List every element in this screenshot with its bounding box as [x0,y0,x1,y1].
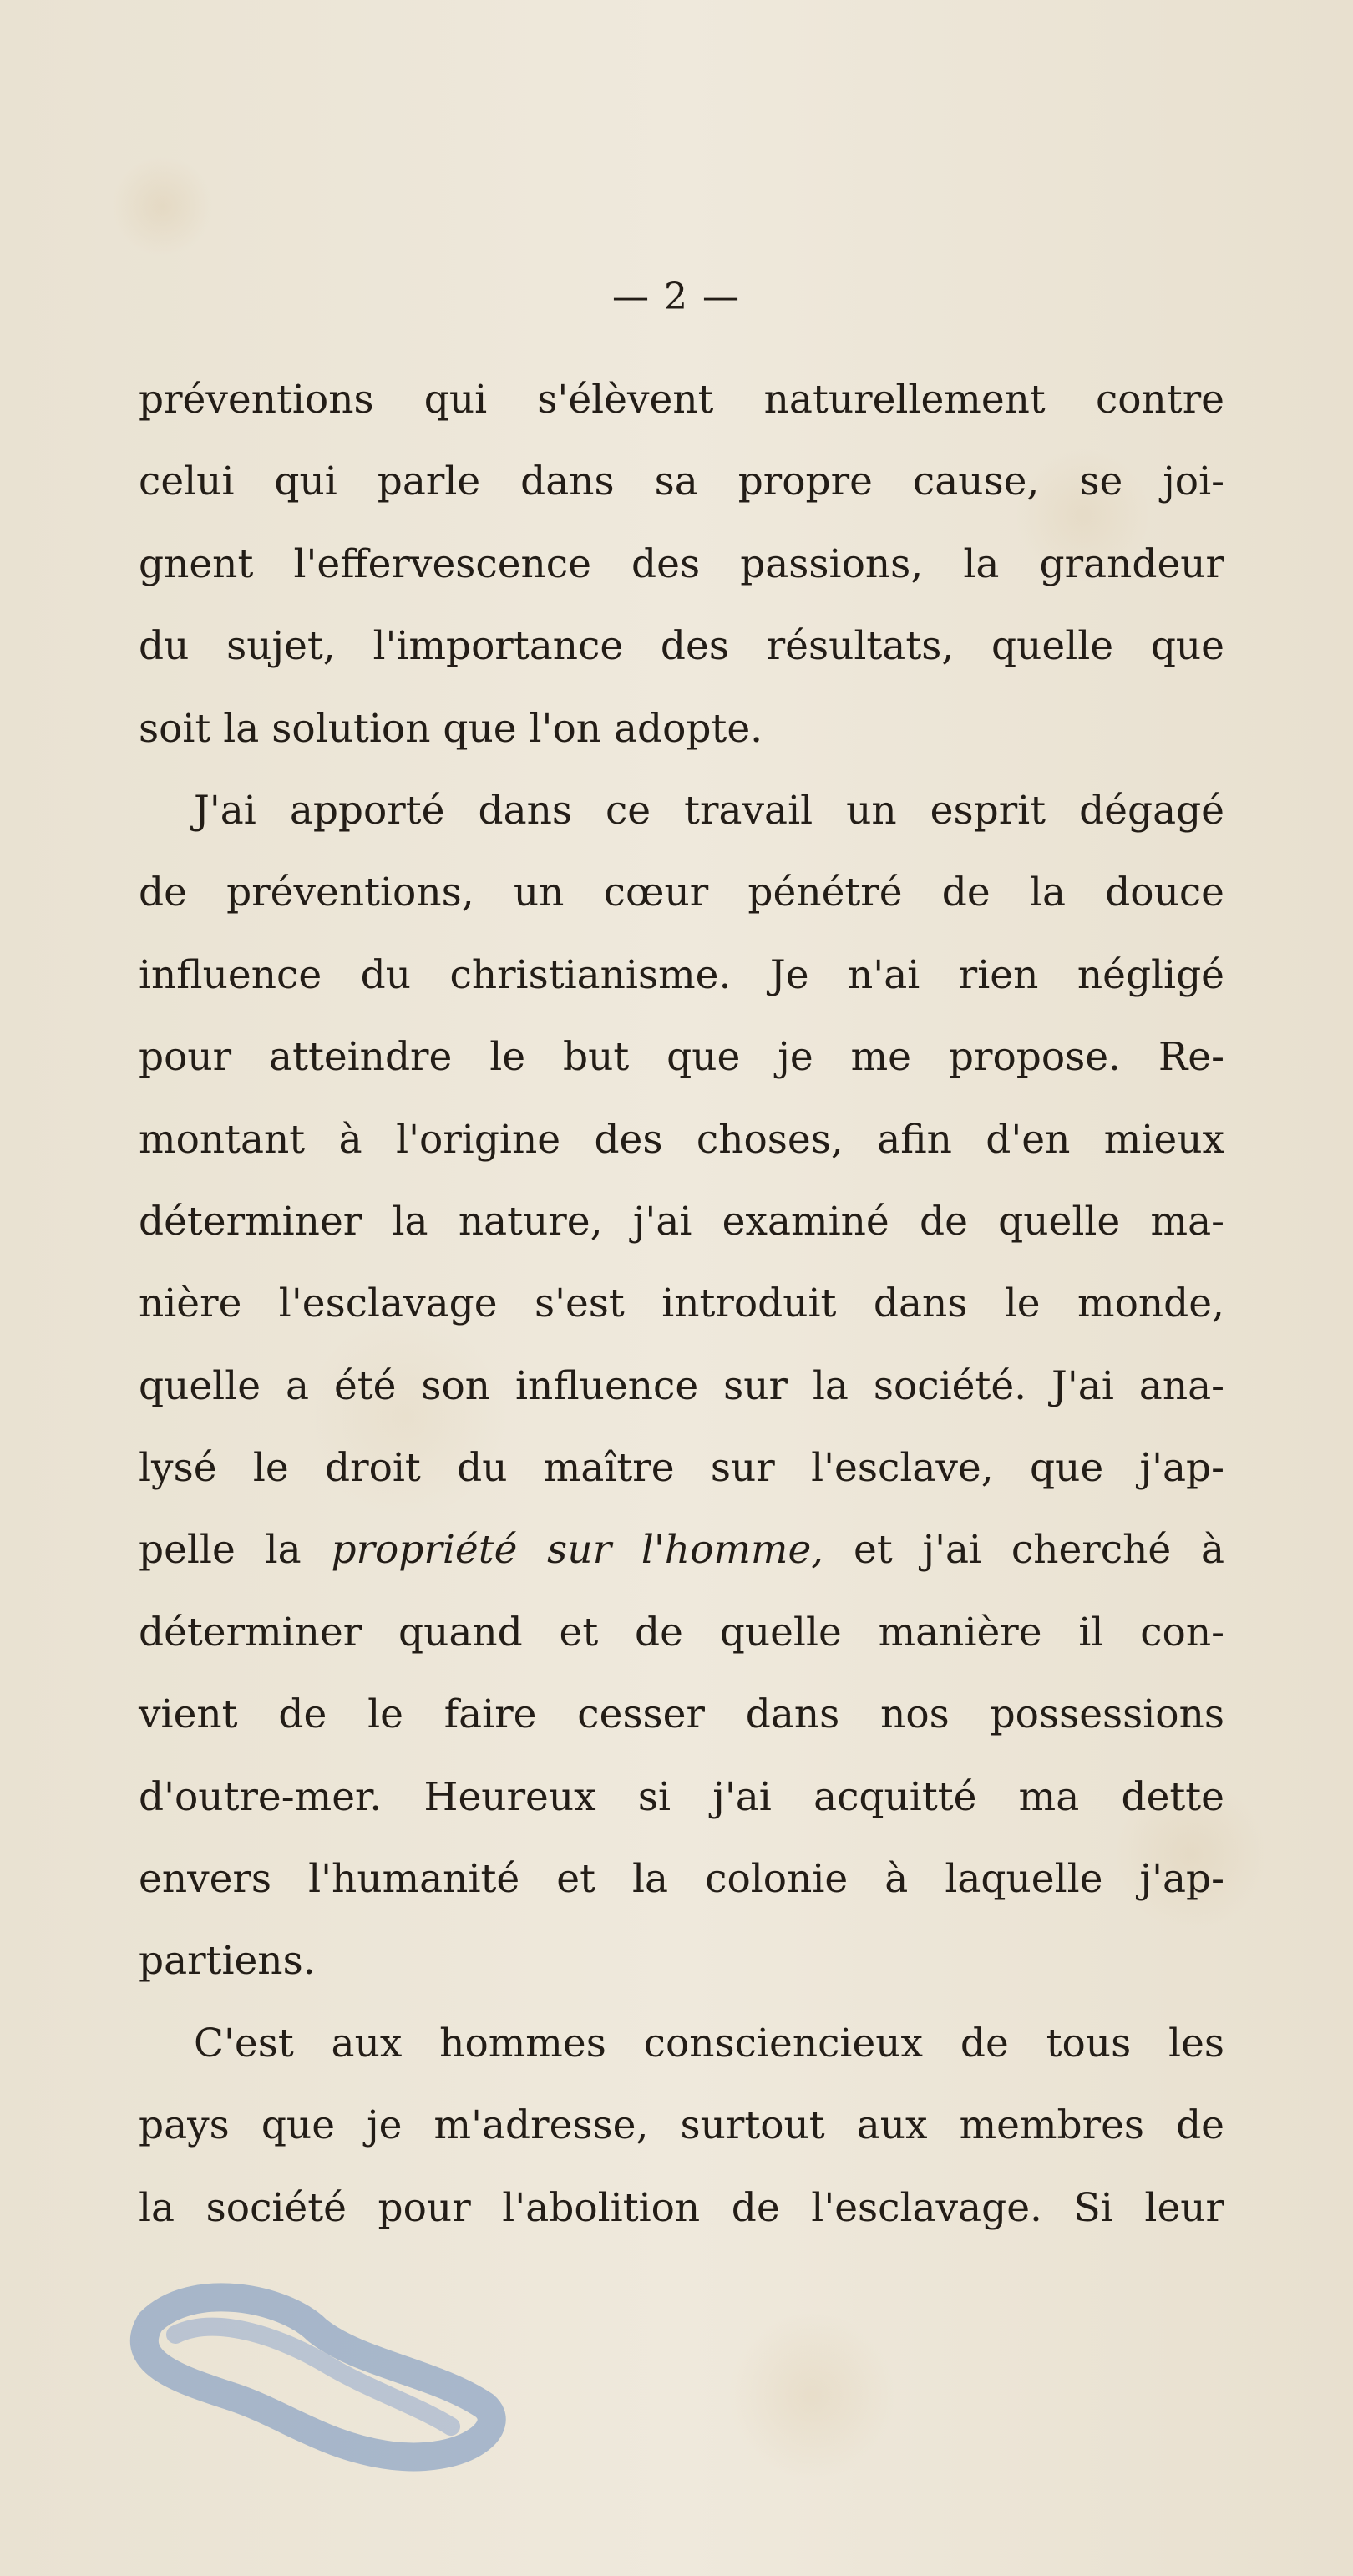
text-line: vient de le faire cesser dans nos possessions [139,1691,1224,1738]
text-line: déterminer la nature, j'ai examiné de quelle ma- [139,1198,1224,1245]
text-line: préventions qui s'élèvent naturellement contre [139,377,1224,423]
body-text [139,359,1224,2249]
text-line: gnent l'effervescence des passions, la grandeur [139,540,1224,587]
text-line: partiens. [139,1938,316,1985]
text-line: C'est aux hommes consciencieux de tous les [194,2020,1224,2066]
text-line: du sujet, l'importance des résultats, quelle que [139,623,1224,670]
text-line: pour atteindre le but que je me propose. Re- [139,1034,1224,1081]
page-number: — 2 — [612,276,741,318]
text-line: pays que je m'adresse, surtout aux membres de [139,2102,1224,2149]
text-run: et j'ai cherché à [823,1527,1224,1574]
text-run: pelle la [139,1527,332,1574]
text-line: la société pour l'abolition de l'esclavage. Si leur [139,2184,1224,2231]
text-line: lysé le droit du maître sur l'esclave, que j'ap- [139,1445,1224,1492]
library-stamp-mark [117,2272,518,2481]
text-line: celui qui parle dans sa propre cause, se joi- [139,459,1224,505]
italic-phrase: propriété sur l'homme, [331,1527,824,1574]
text-line: J'ai apporté dans ce travail un esprit dégagé [194,787,1224,834]
text-line: quelle a été son influence sur la société. J'ai ana- [139,1362,1224,1409]
text-line-with-italic [139,1509,1224,1591]
text-line: soit la solution que l'on adopte. [139,705,763,752]
text-line: nière l'esclavage s'est introduit dans le monde, [139,1280,1224,1327]
text-line: de préventions, un cœur pénétré de la douce [139,870,1224,916]
text-line: d'outre-mer. Heureux si j'ai acquitté ma dette [139,1773,1224,1820]
text-line: montant à l'origine des choses, afin d'en mieux [139,1116,1224,1163]
text-line: influence du christianisme. Je n'ai rien négligé [139,951,1224,998]
text-line: envers l'humanité et la colonie à laquelle j'ap- [139,1856,1224,1903]
text-line: déterminer quand et de quelle manière il con- [139,1609,1224,1656]
